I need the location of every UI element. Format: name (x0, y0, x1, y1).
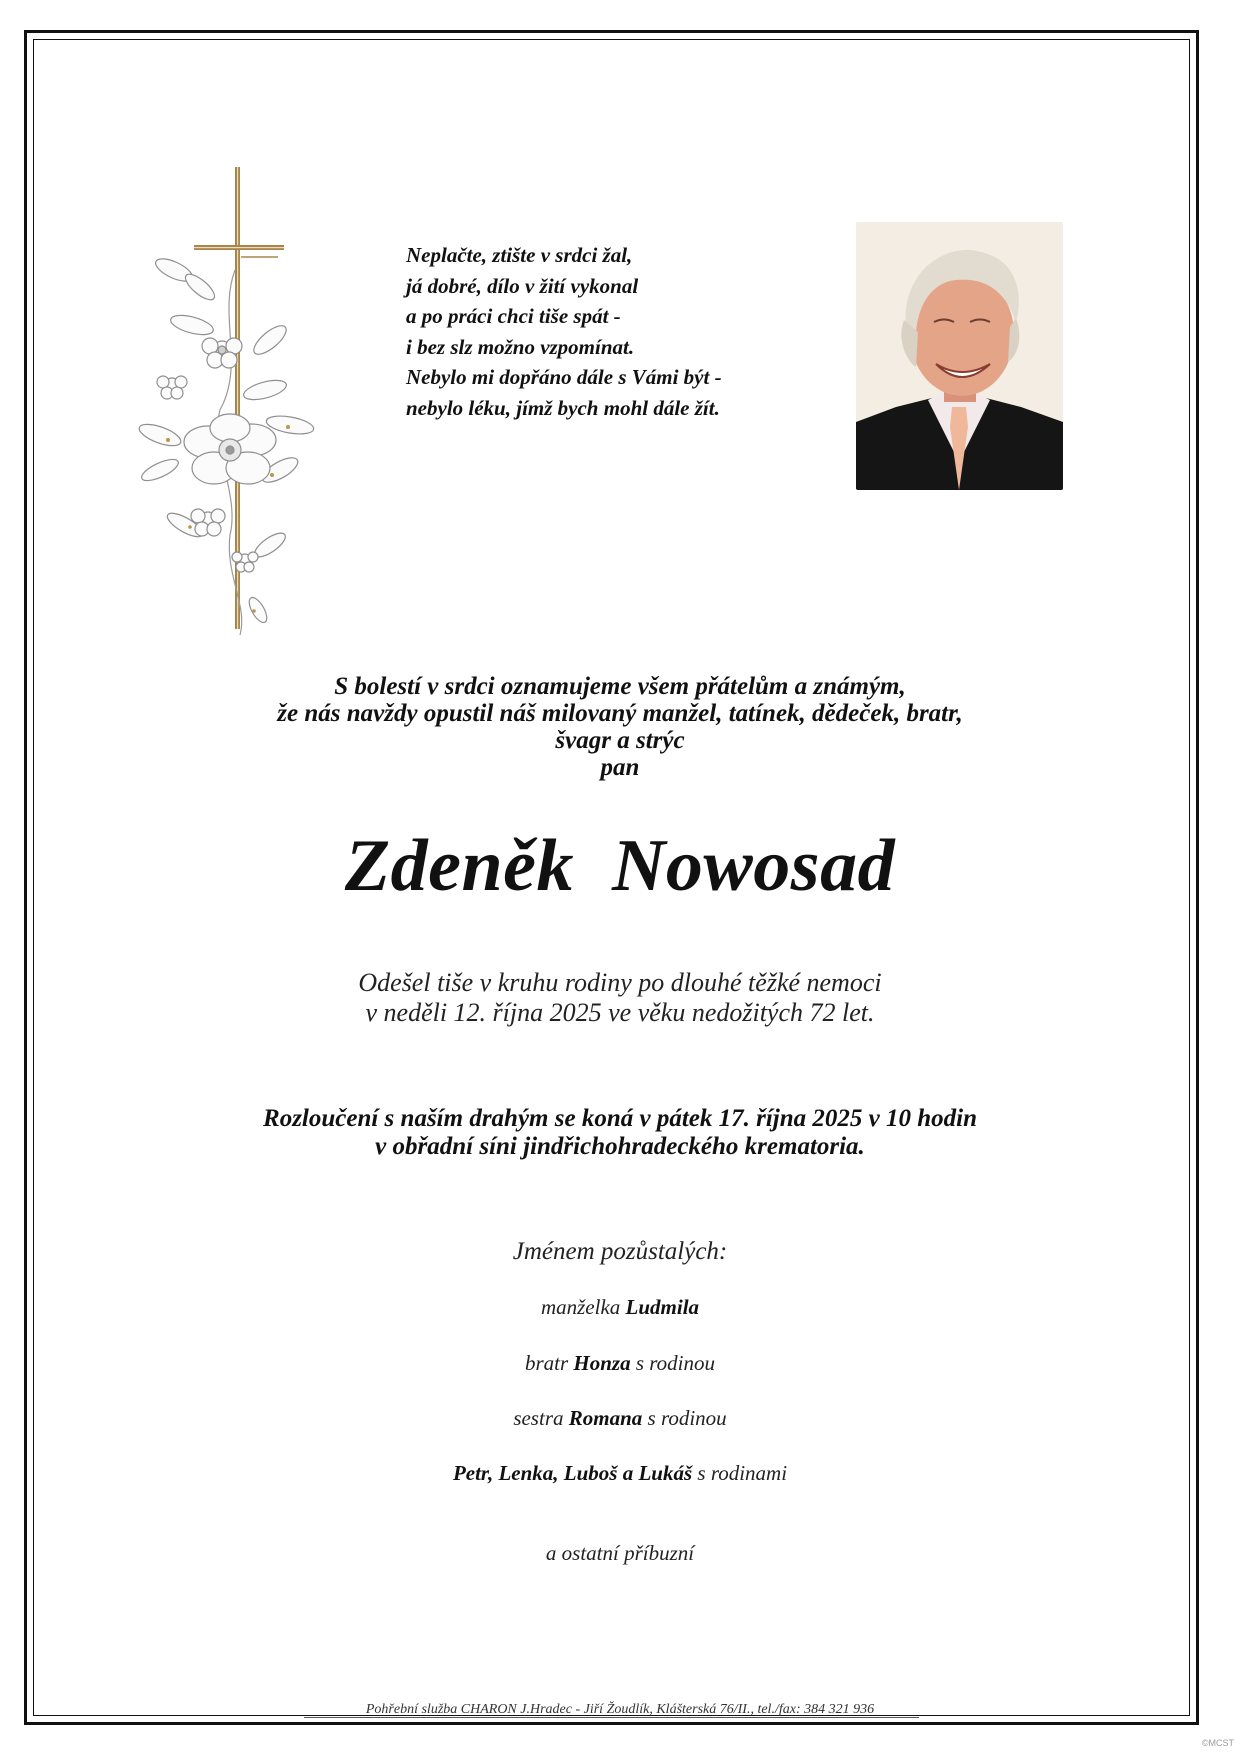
announcement (100, 673, 1140, 781)
footer-underline (304, 1717, 919, 1718)
mourner-relation: manželka (540, 1295, 626, 1319)
mourner-name: Romana (568, 1406, 643, 1430)
passed-away-text (100, 968, 1140, 1028)
mourner-relation: sestra (513, 1406, 569, 1430)
poem-line: a po práci chci tiše spát - (406, 304, 621, 328)
mourner-item (100, 1295, 1140, 1320)
flowers-icon (137, 254, 315, 635)
poem-line: Nebylo mi dopřáno dále s Vámi být - (406, 365, 722, 389)
mourner-item (100, 1351, 1140, 1376)
announcement-line: švagr a strýc (555, 727, 685, 754)
mourner-name: Petr, Lenka, Luboš a Lukáš (452, 1461, 693, 1485)
passed-away-line: Odešel tiše v kruhu rodiny po dlouhé těžké nemoci (358, 968, 882, 997)
portrait-photo (856, 222, 1063, 490)
mourner-suffix: s rodinami (692, 1461, 788, 1485)
passed-away-line: v neděli 12. října 2025 ve věku nedožitých 72 let. (365, 998, 875, 1027)
copyright-stamp: ©MCST (1201, 1738, 1234, 1748)
poem-line: já dobré, dílo v žití vykonal (406, 273, 639, 298)
mourner-relation: bratr (524, 1351, 574, 1375)
other-relatives: a ostatní příbuzní (545, 1541, 695, 1565)
mourners-heading: Jménem pozůstalých: (512, 1238, 728, 1265)
deceased-name: Zdeněk Nowosad (344, 825, 896, 907)
poem (406, 240, 826, 423)
farewell-text (100, 1105, 1140, 1161)
mourner-name: Ludmila (625, 1295, 700, 1319)
mourner-suffix: s rodinou (630, 1351, 716, 1375)
farewell-line: v obřadní síni jindřichohradeckého krematoria. (375, 1133, 865, 1160)
poem-line: i bez slz možno vzpomínat. (406, 334, 635, 359)
mourner-suffix: s rodinou (642, 1406, 727, 1430)
announcement-line: pan (600, 754, 640, 781)
announcement-line: S bolestí v srdci oznamujeme všem přátelům a známým, (334, 673, 906, 700)
mourner-item (100, 1461, 1140, 1486)
mourner-item (100, 1406, 1140, 1431)
poem-line: nebylo léku, jímž bych mohl dále žít. (406, 395, 720, 420)
poem-line: Neplačte, ztište v srdci žal, (406, 243, 633, 267)
announcement-line: že nás navždy opustil náš milovaný manžel, tatínek, dědeček, bratr, (277, 700, 963, 727)
farewell-line: Rozloučení s naším drahým se koná v pátek 17. října 2025 v 10 hodin (263, 1105, 977, 1132)
mourner-name: Honza (573, 1351, 631, 1375)
funeral-service-footer: Pohřební služba CHARON J.Hradec - Jiří Žoudlík, Klášterská 76/II., tel./fax: 384 321 936 (365, 1702, 875, 1717)
cross-with-flowers-icon (130, 165, 330, 645)
